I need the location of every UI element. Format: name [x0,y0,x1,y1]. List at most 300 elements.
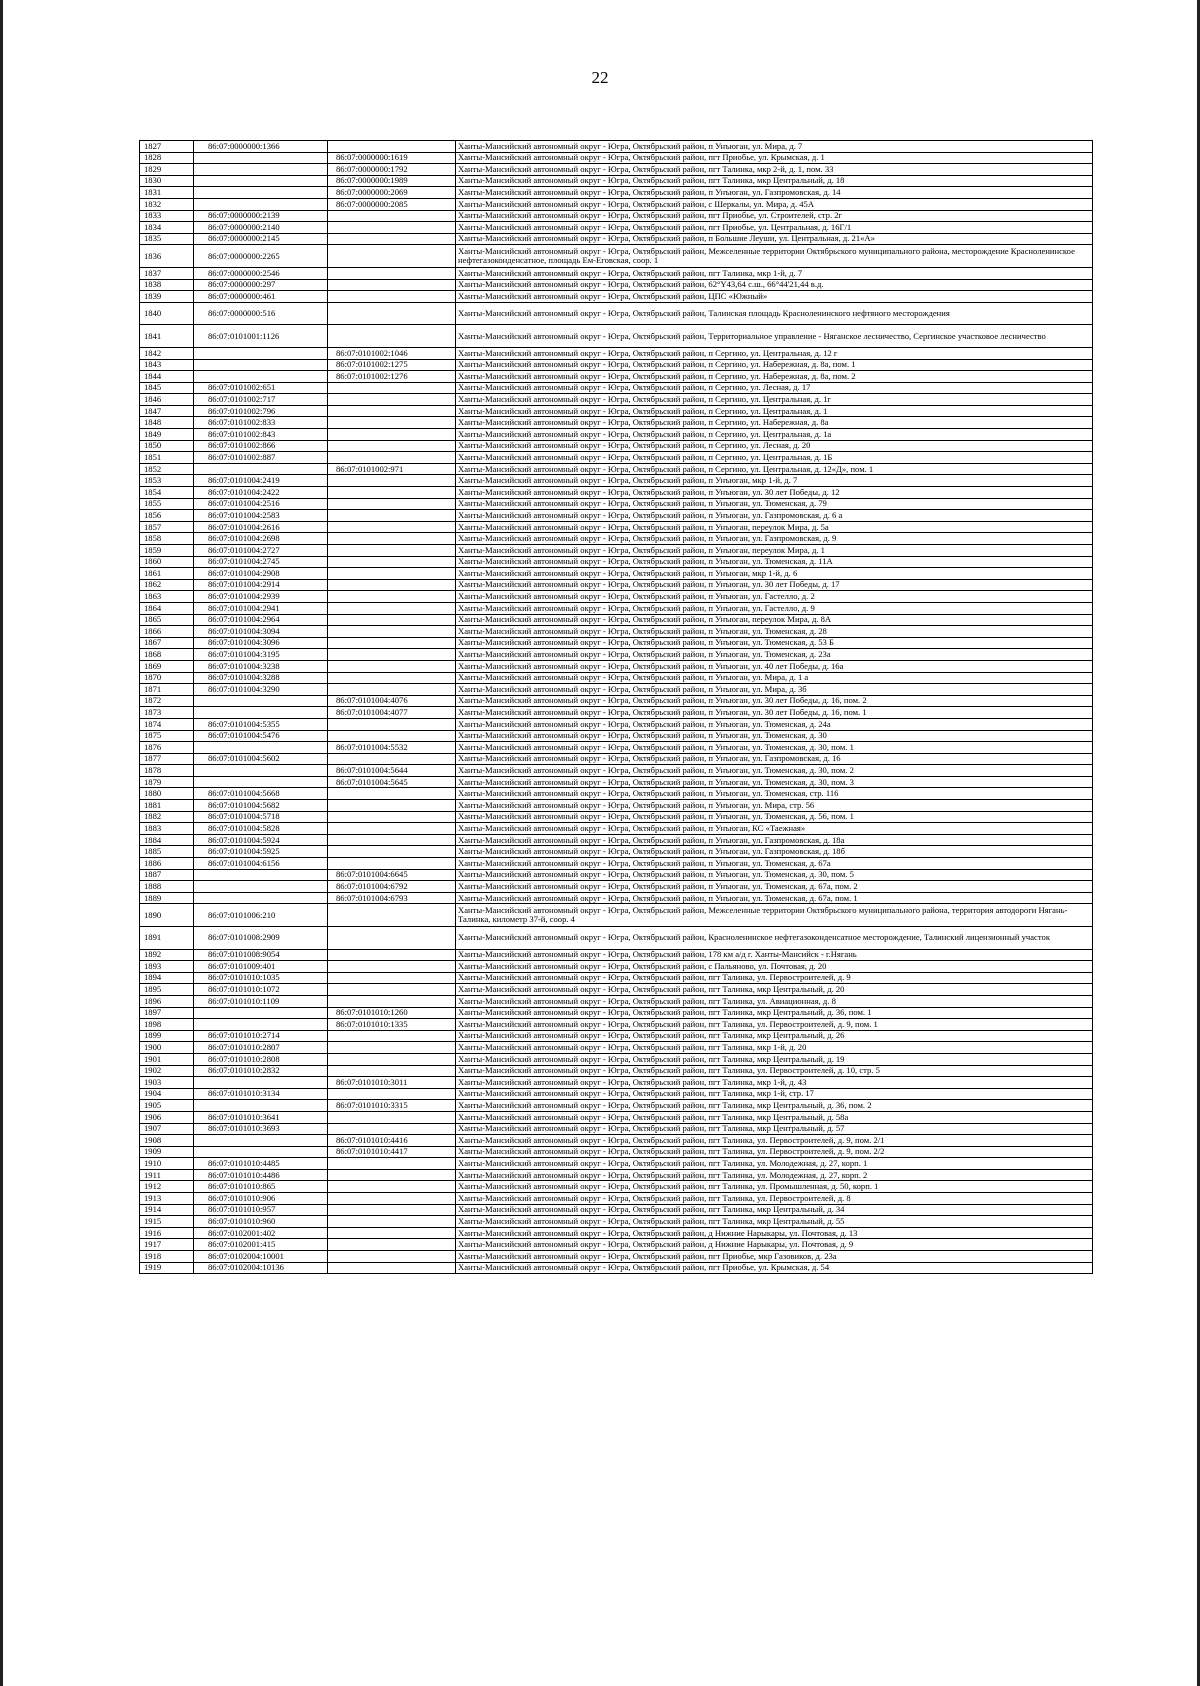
cadastral-number-primary [194,1135,328,1147]
address-cell: Ханты-Мансийский автономный округ - Югра, Октябрьский район, п Унъюган, ул. Тюменская, д. 67а [456,858,1093,870]
table-row [140,440,1093,452]
cadastral-number-secondary [328,533,456,545]
address-cell: Ханты-Мансийский автономный округ - Югра, Октябрьский район, пгт Талинка, ул. Первостроителей, д. 9, пом. 2/1 [456,1135,1093,1147]
cadastral-number-secondary [328,730,456,742]
table-row [140,1169,1093,1181]
address-cell: Ханты-Мансийский автономный округ - Югра, Октябрьский район, п Унъюган, ул. 40 лет Победы, д. 16а [456,660,1093,672]
table-row [140,614,1093,626]
cadastral-number-primary [194,198,328,210]
table-row [140,371,1093,383]
cadastral-number-primary: 86:07:0101002:843 [194,429,328,441]
table-row [140,904,1093,927]
row-number: 1872 [140,695,194,707]
row-number: 1849 [140,429,194,441]
cadastral-number-primary: 86:07:0101004:2419 [194,475,328,487]
cadastral-number-primary: 86:07:0101004:5476 [194,730,328,742]
row-number: 1874 [140,718,194,730]
table-row [140,187,1093,199]
cadastral-number-primary: 86:07:0101010:906 [194,1193,328,1205]
table-row [140,382,1093,394]
scan-edge-left [0,0,3,1686]
cadastral-number-primary [194,869,328,881]
row-number: 1876 [140,742,194,754]
cadastral-number-primary: 86:07:0101010:3693 [194,1123,328,1135]
cadastral-number-secondary [328,1065,456,1077]
address-cell: Ханты-Мансийский автономный округ - Югра, Октябрьский район, пгт Приобье, ул. Крымская, д. 54 [456,1262,1093,1274]
cadastral-number-primary: 86:07:0101010:1035 [194,972,328,984]
table-row [140,579,1093,591]
address-cell: Ханты-Мансийский автономный округ - Югра, Октябрьский район, пгт Талинка, мкр 2-й, д. 1, пом. 33 [456,164,1093,176]
cadastral-number-secondary [328,718,456,730]
address-cell: Ханты-Мансийский автономный округ - Югра, Октябрьский район, пгт Приобье, ул. Крымская, д. 1 [456,152,1093,164]
row-number: 1913 [140,1193,194,1205]
address-cell: Ханты-Мансийский автономный округ - Югра, Октябрьский район, пгт Талинка, ул. Авиационная, д. 8 [456,995,1093,1007]
row-number: 1915 [140,1216,194,1228]
cadastral-number-secondary [328,788,456,800]
table-row [140,961,1093,973]
table-row [140,1204,1093,1216]
row-number: 1902 [140,1065,194,1077]
cadastral-number-secondary [328,1239,456,1251]
address-cell: Ханты-Мансийский автономный округ - Югра, Октябрьский район, п Унъюган, ул. 30 лет Победы, д. 12 [456,487,1093,499]
table-row [140,1181,1093,1193]
cadastral-number-secondary [328,510,456,522]
cadastral-number-secondary: 86:07:0101010:4416 [328,1135,456,1147]
cadastral-number-primary [194,1146,328,1158]
table-row [140,533,1093,545]
row-number: 1895 [140,984,194,996]
cadastral-number-primary: 86:07:0101004:2939 [194,591,328,603]
address-cell: Ханты-Мансийский автономный округ - Югра, Октябрьский район, п Унъюган, ул. Газпромовская, д. 16 [456,753,1093,765]
address-cell: Ханты-Мансийский автономный округ - Югра, Октябрьский район, 62°Y43,64 с.ш., 66°44'21,44 в.д. [456,279,1093,291]
cadastral-number-secondary [328,452,456,464]
address-cell: Ханты-Мансийский автономный округ - Югра, Октябрьский район, д Нижние Нарыкары, ул. Почтовая, д. 9 [456,1239,1093,1251]
row-number: 1911 [140,1169,194,1181]
table-row [140,602,1093,614]
cadastral-number-secondary [328,672,456,684]
cadastral-number-secondary [328,394,456,406]
table-row [140,347,1093,359]
cadastral-number-secondary [328,245,456,268]
table-row [140,1007,1093,1019]
cadastral-number-primary: 86:07:0000000:516 [194,302,328,325]
cadastral-number-secondary [328,1030,456,1042]
cadastral-number-primary: 86:07:0101004:3238 [194,660,328,672]
cadastral-number-secondary [328,267,456,279]
table-row [140,672,1093,684]
address-cell: Ханты-Мансийский автономный округ - Югра, Октябрьский район, п Унъюган, ул. Тюменская, д. 11А [456,556,1093,568]
row-number: 1842 [140,347,194,359]
address-cell: Ханты-Мансийский автономный округ - Югра, Октябрьский район, п Унъюган, ул. Тюменская, д. 28 [456,626,1093,638]
cadastral-number-primary [194,707,328,719]
table-row [140,927,1093,950]
table-row [140,811,1093,823]
cadastral-number-secondary [328,800,456,812]
address-cell: Ханты-Мансийский автономный округ - Югра, Октябрьский район, п Унъюган, ул. Тюменская, д. 30 [456,730,1093,742]
table-row [140,1146,1093,1158]
cadastral-number-primary: 86:07:0101010:2832 [194,1065,328,1077]
cadastral-number-primary: 86:07:0101010:4486 [194,1169,328,1181]
cadastral-number-secondary: 86:07:0101004:5644 [328,765,456,777]
row-number: 1873 [140,707,194,719]
table-row [140,1193,1093,1205]
table-row [140,164,1093,176]
row-number: 1886 [140,858,194,870]
table-row [140,753,1093,765]
row-number: 1893 [140,961,194,973]
cadastral-number-primary: 86:07:0101002:796 [194,405,328,417]
cadastral-number-primary: 86:07:0101002:651 [194,382,328,394]
address-cell: Ханты-Мансийский автономный округ - Югра, Октябрьский район, пгт Талинка, ул. Первостроителей, д. 9 [456,972,1093,984]
cadastral-number-primary: 86:07:0101008:2909 [194,927,328,950]
row-number: 1894 [140,972,194,984]
row-number: 1846 [140,394,194,406]
address-cell: Ханты-Мансийский автономный округ - Югра, Октябрьский район, п Сергино, ул. Центральная, д. 1Б [456,452,1093,464]
cadastral-number-secondary [328,1088,456,1100]
cadastral-number-primary: 86:07:0000000:2140 [194,222,328,234]
table-row [140,498,1093,510]
address-cell: Ханты-Мансийский автономный округ - Югра, Октябрьский район, п Унъюган, ул. Мира, д. 3б [456,684,1093,696]
address-cell: Ханты-Мансийский автономный округ - Югра, Октябрьский район, пгт Талинка, мкр Центральный, д. 36, пом. 1 [456,1007,1093,1019]
cadastral-number-secondary: 86:07:0101010:3315 [328,1100,456,1112]
cadastral-number-primary [194,1019,328,1031]
address-cell: Ханты-Мансийский автономный округ - Югра, Октябрьский район, пгт Талинка, ул. Первостроителей, д. 9, пом. 2/2 [456,1146,1093,1158]
table-row [140,152,1093,164]
cadastral-number-primary: 86:07:0101002:887 [194,452,328,464]
row-number: 1832 [140,198,194,210]
cadastral-number-primary: 86:07:0101004:3195 [194,649,328,661]
address-cell: Ханты-Мансийский автономный округ - Югра, Октябрьский район, п Унъюган, ул. 30 лет Победы, д. 17 [456,579,1093,591]
row-number: 1875 [140,730,194,742]
row-number: 1912 [140,1181,194,1193]
address-cell: Ханты-Мансийский автономный округ - Югра, Октябрьский район, п Сергино, ул. Центральная, д. 12 г [456,347,1093,359]
address-cell: Ханты-Мансийский автономный округ - Югра, Октябрьский район, пгт Талинка, ул. Первостроителей, д. 9, пом. 1 [456,1019,1093,1031]
table-row [140,475,1093,487]
row-number: 1910 [140,1158,194,1170]
table-row [140,1135,1093,1147]
cadastral-number-secondary: 86:07:0101004:4076 [328,695,456,707]
table-row [140,210,1093,222]
table-row [140,1227,1093,1239]
row-number: 1829 [140,164,194,176]
cadastral-number-primary: 86:07:0101004:5355 [194,718,328,730]
cadastral-number-primary: 86:07:0101006:210 [194,904,328,927]
row-number: 1833 [140,210,194,222]
address-cell: Ханты-Мансийский автономный округ - Югра, Октябрьский район, п Унъюган, ул. Тюменская, д. 30, пом. 3 [456,776,1093,788]
address-cell: Ханты-Мансийский автономный округ - Югра, Октябрьский район, п Сергино, ул. Центральная, д. 1а [456,429,1093,441]
row-number: 1845 [140,382,194,394]
cadastral-number-primary: 86:07:0000000:2139 [194,210,328,222]
cadastral-number-secondary: 86:07:0101002:971 [328,463,456,475]
address-cell: Ханты-Мансийский автономный округ - Югра, Октябрьский район, пгт Талинка, мкр Центральный, д. 20 [456,984,1093,996]
address-cell: Ханты-Мансийский автономный округ - Югра, Октябрьский район, пгт Талинка, ул. Молодежная, д. 27, корп. 1 [456,1158,1093,1170]
address-cell: Ханты-Мансийский автономный округ - Югра, Октябрьский район, п Сергино, ул. Центральная, д. 12«Д», пом. 1 [456,463,1093,475]
cadastral-number-secondary [328,417,456,429]
cadastral-number-secondary [328,475,456,487]
row-number: 1856 [140,510,194,522]
row-number: 1890 [140,904,194,927]
cadastral-number-primary: 86:07:0000000:2546 [194,267,328,279]
row-number: 1861 [140,568,194,580]
row-number: 1839 [140,291,194,303]
row-number: 1871 [140,684,194,696]
table-row [140,1158,1093,1170]
cadastral-number-secondary [328,961,456,973]
address-cell: Ханты-Мансийский автономный округ - Югра, Октябрьский район, п Унъюган, ул. Тюменская, д. 53 Б [456,637,1093,649]
table-row [140,1077,1093,1089]
cadastral-number-secondary [328,1227,456,1239]
cadastral-number-secondary [328,568,456,580]
cadastral-number-secondary [328,1181,456,1193]
address-cell: Ханты-Мансийский автономный округ - Югра, Октябрьский район, п Унъюган, мкр 1-й, д. 6 [456,568,1093,580]
address-cell: Ханты-Мансийский автономный округ - Югра, Октябрьский район, пгт Талинка, ул. Первостроителей, д. 8 [456,1193,1093,1205]
cadastral-number-secondary: 86:07:0101010:1335 [328,1019,456,1031]
address-cell: Ханты-Мансийский автономный округ - Югра, Октябрьский район, п Унъюган, ул. Мира, д. 1 а [456,672,1093,684]
cadastral-number-secondary [328,1169,456,1181]
row-number: 1838 [140,279,194,291]
row-number: 1887 [140,869,194,881]
cadastral-number-primary: 86:07:0101010:2807 [194,1042,328,1054]
cadastral-number-primary: 86:07:0101004:2908 [194,568,328,580]
cadastral-number-primary [194,881,328,893]
address-cell: Ханты-Мансийский автономный округ - Югра, Октябрьский район, пгт Приобье, мкр Газовиков, д. 23а [456,1251,1093,1263]
cadastral-number-secondary [328,1262,456,1274]
cadastral-number-primary: 86:07:0102001:402 [194,1227,328,1239]
table-row [140,1053,1093,1065]
cadastral-number-secondary [328,753,456,765]
address-cell: Ханты-Мансийский автономный округ - Югра, Октябрьский район, п Унъюган, КС «Таежная» [456,823,1093,835]
cadastral-number-primary: 86:07:0102001:415 [194,1239,328,1251]
cadastral-number-secondary [328,811,456,823]
cadastral-number-secondary: 86:07:0101002:1276 [328,371,456,383]
cadastral-number-secondary: 86:07:0000000:1792 [328,164,456,176]
row-number: 1828 [140,152,194,164]
row-number: 1916 [140,1227,194,1239]
cadastral-number-primary: 86:07:0101004:2583 [194,510,328,522]
address-cell: Ханты-Мансийский автономный округ - Югра, Октябрьский район, п Унъюган, ул. Гастелло, д. 9 [456,602,1093,614]
table-row [140,359,1093,371]
table-row [140,984,1093,996]
cadastral-number-primary: 86:07:0101010:957 [194,1204,328,1216]
table-row [140,267,1093,279]
cadastral-number-secondary [328,382,456,394]
table-row [140,1262,1093,1274]
cadastral-number-primary [194,1077,328,1089]
address-cell: Ханты-Мансийский автономный округ - Югра, Октябрьский район, п Унъюган, ул. Тюменская, д. 79 [456,498,1093,510]
address-cell: Ханты-Мансийский автономный округ - Югра, Октябрьский район, с Шеркалы, ул. Мира, д. 45А [456,198,1093,210]
cadastral-number-secondary: 86:07:0000000:1619 [328,152,456,164]
address-cell: Ханты-Мансийский автономный округ - Югра, Октябрьский район, ЦПС «Южный» [456,291,1093,303]
address-cell: Ханты-Мансийский автономный округ - Югра, Октябрьский район, п Унъюган, переулок Мира, д. 1 [456,545,1093,557]
row-number: 1852 [140,463,194,475]
cadastral-number-secondary [328,1053,456,1065]
address-cell: Ханты-Мансийский автономный округ - Югра, Октябрьский район, Талинская площадь Красноленинского нефтяного месторождения [456,302,1093,325]
cadastral-number-primary: 86:07:0101004:2745 [194,556,328,568]
cadastral-number-secondary [328,429,456,441]
row-number: 1853 [140,475,194,487]
row-number: 1896 [140,995,194,1007]
table-row [140,405,1093,417]
address-cell: Ханты-Мансийский автономный округ - Югра, Октябрьский район, пгт Талинка, мкр 1-й, д. 20 [456,1042,1093,1054]
row-number: 1885 [140,846,194,858]
cadastral-number-primary: 86:07:0000000:461 [194,291,328,303]
row-number: 1905 [140,1100,194,1112]
address-cell: Ханты-Мансийский автономный округ - Югра, Октябрьский район, п Унъюган, ул. Тюменская, д. 67а, пом. 1 [456,892,1093,904]
cadastral-number-primary [194,776,328,788]
address-cell: Ханты-Мансийский автономный округ - Югра, Октябрьский район, п Унъюган, ул. Газпромовская, д. 18а [456,834,1093,846]
cadastral-number-primary: 86:07:0101004:5602 [194,753,328,765]
address-cell: Ханты-Мансийский автономный округ - Югра, Октябрьский район, п Сергино, ул. Набережная, д. 8а, пом. 2 [456,371,1093,383]
cadastral-number-secondary [328,556,456,568]
cadastral-number-secondary [328,1123,456,1135]
row-number: 1899 [140,1030,194,1042]
table-row [140,556,1093,568]
row-number: 1903 [140,1077,194,1089]
cadastral-number-secondary: 86:07:0101002:1275 [328,359,456,371]
address-cell: Ханты-Мансийский автономный округ - Югра, Октябрьский район, пгт Талинка, мкр 1-й, д. 7 [456,267,1093,279]
cadastral-number-primary: 86:07:0101010:3134 [194,1088,328,1100]
row-number: 1914 [140,1204,194,1216]
table-row [140,684,1093,696]
cadastral-number-secondary [328,279,456,291]
row-number: 1865 [140,614,194,626]
table-row [140,846,1093,858]
table-row [140,279,1093,291]
table-row [140,1088,1093,1100]
cadastral-number-secondary [328,325,456,348]
cadastral-number-primary: 86:07:0101004:6156 [194,858,328,870]
cadastral-number-secondary [328,440,456,452]
cadastral-number-secondary [328,858,456,870]
row-number: 1884 [140,834,194,846]
address-cell: Ханты-Мансийский автономный округ - Югра, Октябрьский район, пгт Приобье, ул. Строителей, стр. 2г [456,210,1093,222]
table-row [140,1042,1093,1054]
cadastral-number-primary: 86:07:0101004:2616 [194,521,328,533]
table-row [140,510,1093,522]
cadastral-number-secondary [328,233,456,245]
row-number: 1860 [140,556,194,568]
cadastral-number-primary [194,187,328,199]
cadastral-number-primary: 86:07:0102004:10001 [194,1251,328,1263]
table-row [140,291,1093,303]
row-number: 1844 [140,371,194,383]
address-cell: Ханты-Мансийский автономный округ - Югра, Октябрьский район, Межселенные территории Октябрьского муниципального района, месторождение Красноленинское нефтегазоконденсатное, площадь Ем-Еговская, соор. 1 [456,245,1093,268]
address-cell: Ханты-Мансийский автономный округ - Югра, Октябрьский район, п Большие Леуши, ул. Центральная, д. 21«А» [456,233,1093,245]
table-row [140,1019,1093,1031]
cadastral-number-secondary: 86:07:0000000:2085 [328,198,456,210]
row-number: 1836 [140,245,194,268]
cadastral-number-secondary [328,660,456,672]
address-cell: Ханты-Мансийский автономный округ - Югра, Октябрьский район, п Сергино, ул. Набережная, д. 8а [456,417,1093,429]
address-cell: Ханты-Мансийский автономный округ - Югра, Октябрьский район, п Унъюган, ул. Тюменская, д. 30, пом. 2 [456,765,1093,777]
cadastral-number-secondary [328,626,456,638]
table-row [140,742,1093,754]
row-number: 1883 [140,823,194,835]
table-row [140,141,1093,153]
cadastral-number-primary: 86:07:0101004:5924 [194,834,328,846]
cadastral-number-primary [194,359,328,371]
row-number: 1891 [140,927,194,950]
address-cell: Ханты-Мансийский автономный округ - Югра, Октябрьский район, п Унъюган, ул. 30 лет Победы, д. 16, пом. 1 [456,707,1093,719]
cadastral-number-secondary: 86:07:0101004:6793 [328,892,456,904]
address-cell: Ханты-Мансийский автономный округ - Югра, Октябрьский район, 178 км а/д г. Ханты-Мансийск - г.Нягань [456,949,1093,961]
row-number: 1866 [140,626,194,638]
table-row [140,1251,1093,1263]
cadastral-number-secondary [328,823,456,835]
cadastral-number-secondary [328,498,456,510]
cadastral-number-secondary [328,1158,456,1170]
table-row [140,233,1093,245]
cadastral-number-secondary [328,984,456,996]
registry-body [140,141,1093,1274]
address-cell: Ханты-Мансийский автономный округ - Югра, Октябрьский район, пгт Талинка, мкр Центральный, д. 19 [456,1053,1093,1065]
cadastral-number-secondary: 86:07:0101002:1046 [328,347,456,359]
cadastral-number-primary [194,1007,328,1019]
row-number: 1863 [140,591,194,603]
cadastral-number-secondary [328,834,456,846]
cadastral-number-primary: 86:07:0000000:297 [194,279,328,291]
row-number: 1867 [140,637,194,649]
row-number: 1847 [140,405,194,417]
address-cell: Ханты-Мансийский автономный округ - Югра, Октябрьский район, п Унъюган, ул. Тюменская, д. 24а [456,718,1093,730]
cadastral-number-secondary [328,1042,456,1054]
table-row [140,776,1093,788]
cadastral-number-primary: 86:07:0101004:5718 [194,811,328,823]
cadastral-number-secondary [328,949,456,961]
table-row [140,487,1093,499]
cadastral-number-primary: 86:07:0101010:865 [194,1181,328,1193]
address-cell: Ханты-Мансийский автономный округ - Югра, Октябрьский район, п Унъюган, ул. Гастелло, д. 2 [456,591,1093,603]
address-cell: Ханты-Мансийский автономный округ - Югра, Октябрьский район, п Унъюган, ул. Тюменская, д. 30, пом. 5 [456,869,1093,881]
table-row [140,222,1093,234]
table-row [140,730,1093,742]
row-number: 1881 [140,800,194,812]
table-row [140,463,1093,475]
cadastral-number-primary: 86:07:0101009:401 [194,961,328,973]
cadastral-number-secondary [328,1193,456,1205]
row-number: 1889 [140,892,194,904]
cadastral-number-primary: 86:07:0101004:2727 [194,545,328,557]
address-cell: Ханты-Мансийский автономный округ - Югра, Октябрьский район, Межселенные территории Октябрьского муниципального района, территория автодороги Нягань-Талинка, километр 37-й, соор. 4 [456,904,1093,927]
row-number: 1830 [140,175,194,187]
cadastral-number-secondary: 86:07:0101004:6792 [328,881,456,893]
address-cell: Ханты-Мансийский автономный округ - Югра, Октябрьский район, пгт Талинка, ул. Первостроителей, д. 10, стр. 5 [456,1065,1093,1077]
address-cell: Ханты-Мансийский автономный округ - Югра, Октябрьский район, п Унъюган, ул. Газпромовская, д. 18б [456,846,1093,858]
cadastral-number-secondary: 86:07:0000000:2069 [328,187,456,199]
row-number: 1909 [140,1146,194,1158]
row-number: 1854 [140,487,194,499]
cadastral-number-primary: 86:07:0101004:2964 [194,614,328,626]
cadastral-number-primary: 86:07:0101010:3641 [194,1111,328,1123]
address-cell: Ханты-Мансийский автономный округ - Югра, Октябрьский район, п Унъюган, ул. Тюменская, д. 23а [456,649,1093,661]
row-number: 1877 [140,753,194,765]
address-cell: Ханты-Мансийский автономный округ - Югра, Октябрьский район, п Унъюган, ул. Мира, стр. 56 [456,800,1093,812]
row-number: 1841 [140,325,194,348]
row-number: 1840 [140,302,194,325]
table-row [140,995,1093,1007]
row-number: 1858 [140,533,194,545]
cadastral-number-primary [194,742,328,754]
table-row [140,325,1093,348]
address-cell: Ханты-Мансийский автономный округ - Югра, Октябрьский район, с Пальяново, ул. Почтовая, д. 20 [456,961,1093,973]
row-number: 1831 [140,187,194,199]
cadastral-number-primary [194,371,328,383]
address-cell: Ханты-Мансийский автономный округ - Югра, Октябрьский район, Территориальное управление - Няганское лесничество, Сергинское участковое лесничество [456,325,1093,348]
property-registry-table [139,140,1093,1274]
table-row [140,429,1093,441]
row-number: 1848 [140,417,194,429]
row-number: 1857 [140,521,194,533]
